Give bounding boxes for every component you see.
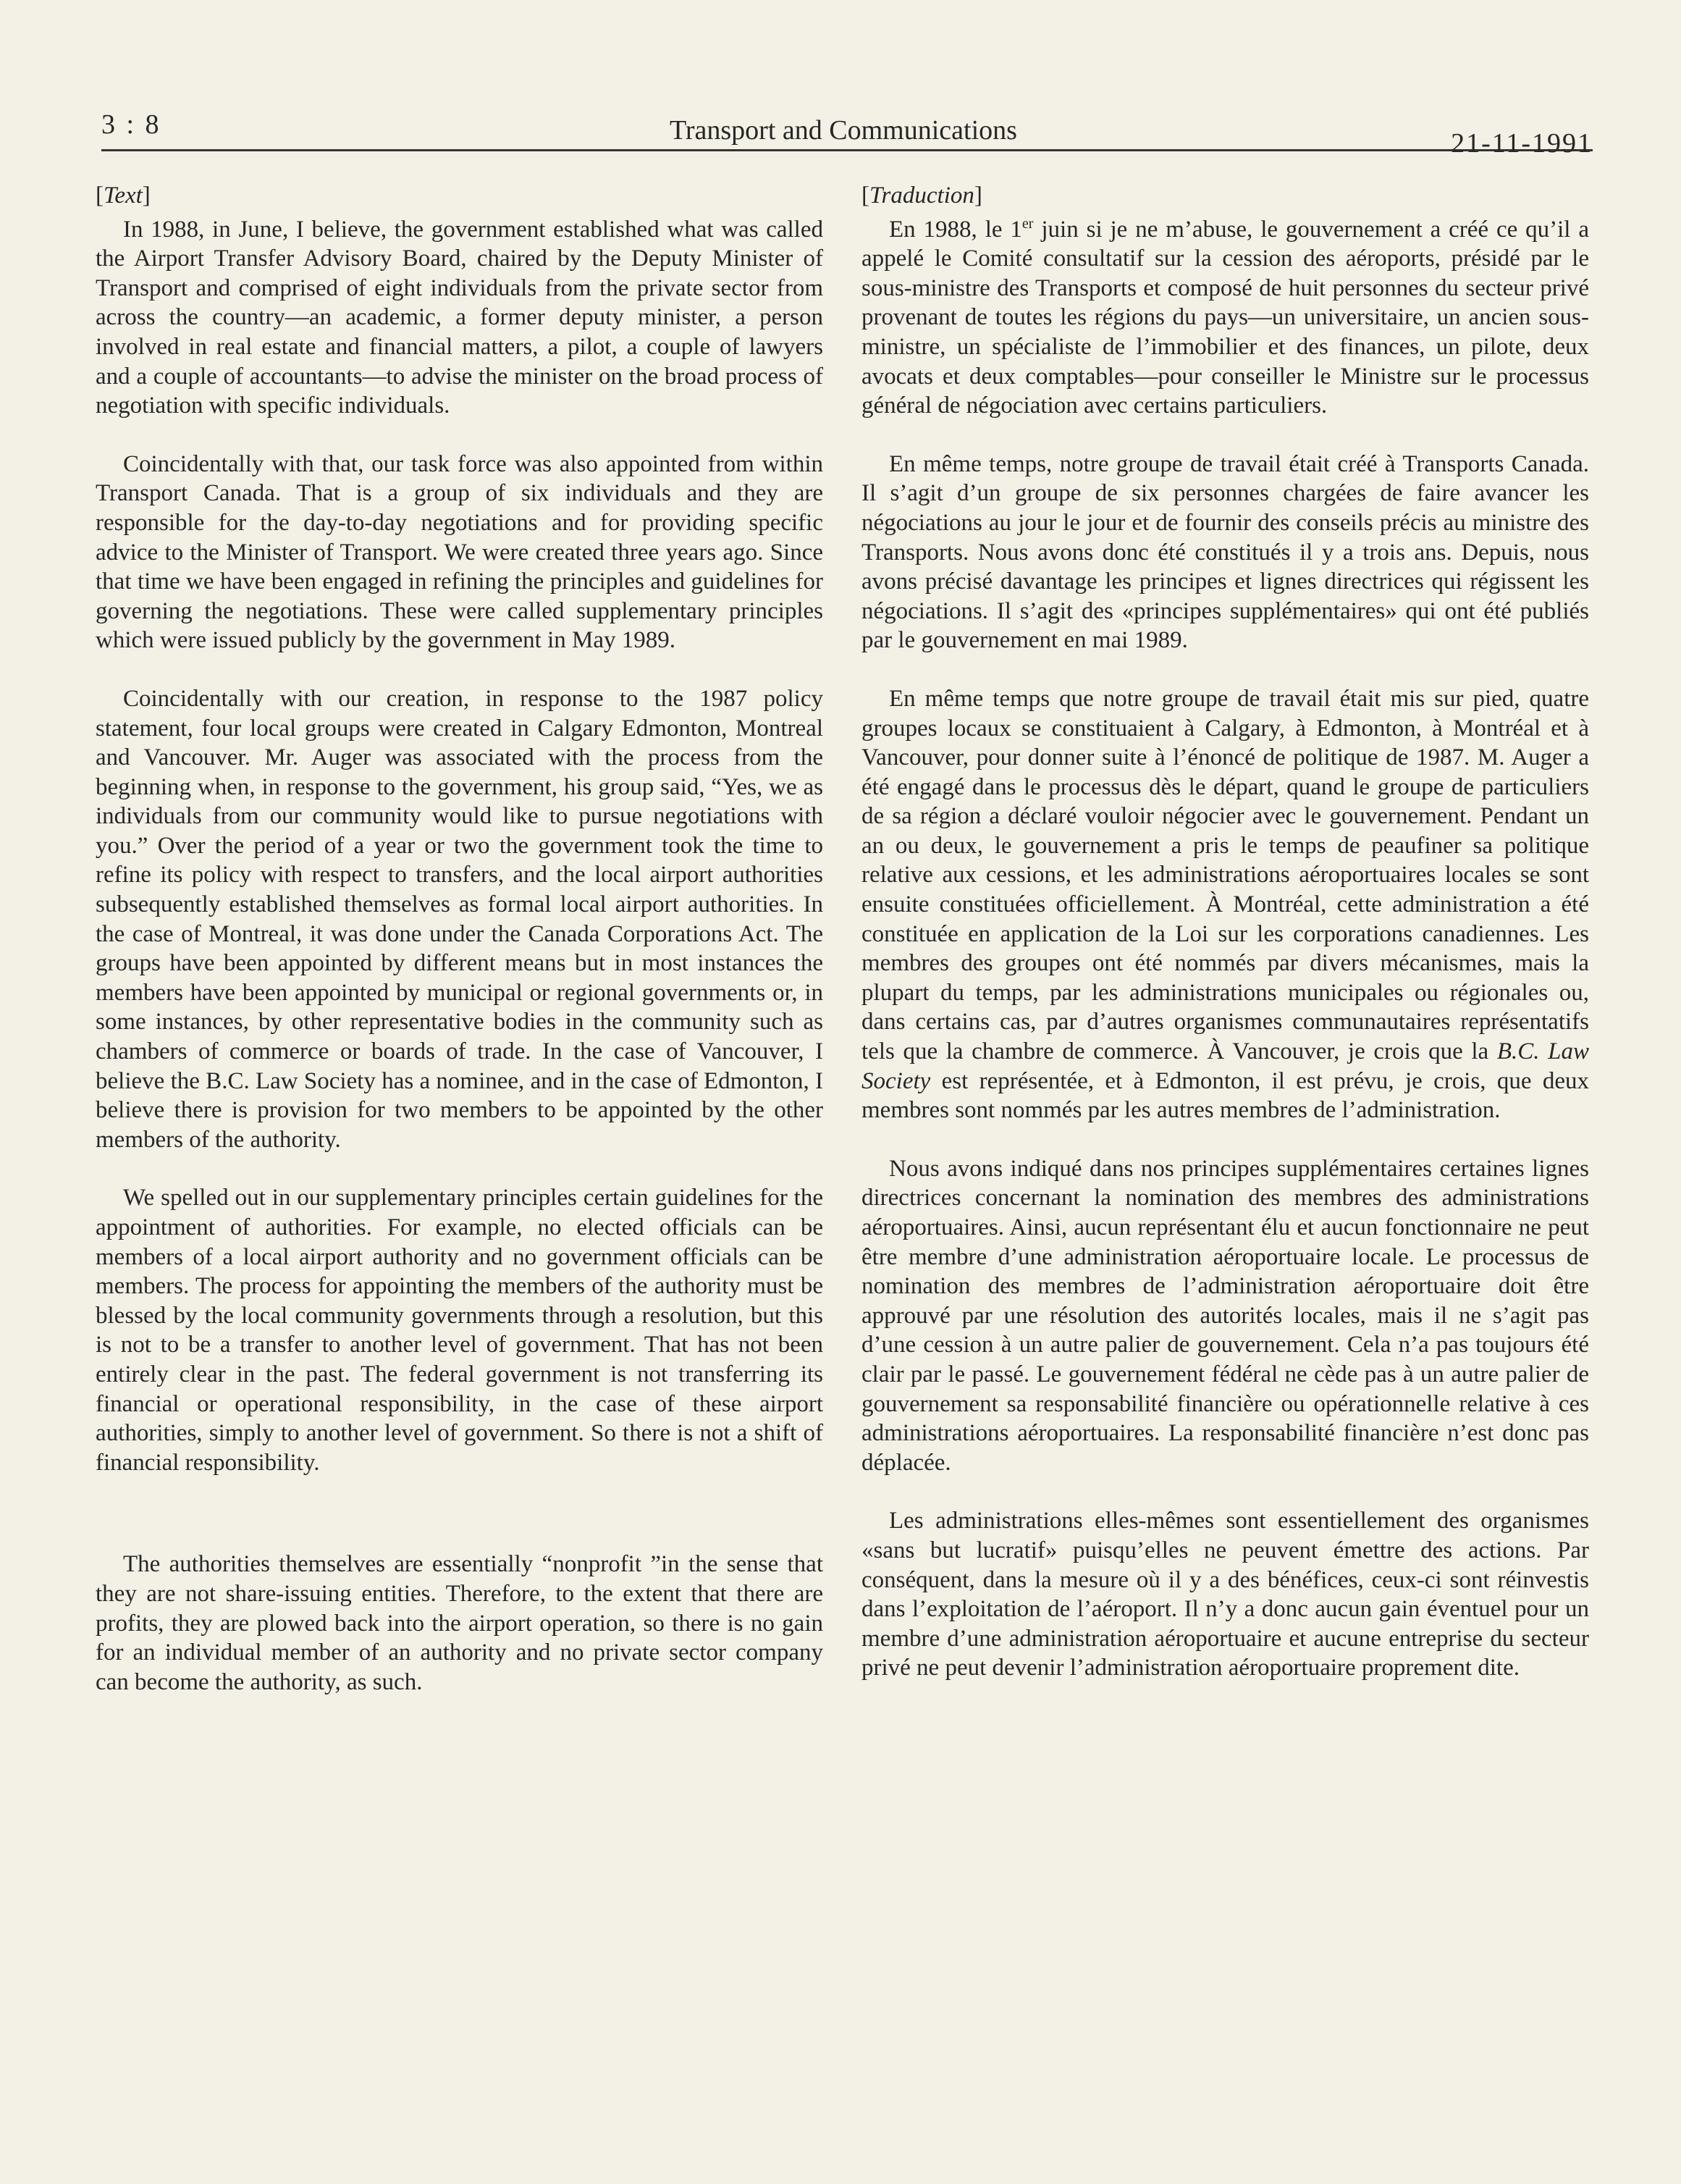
paragraph-1: In 1988, in June, I believe, the government established what was called the Airport Transfer Advisory Board, chaired by the Deputy Minister of Transport and comprised of eight individuals from the private sector from across the country—an academic, a former deputy minister, a person involved in real estate and financial matters, a pilot, a couple of lawyers and a couple of accountants—to advise the minister on the broad process of negotiation with specific individuals. bbox=[96, 216, 823, 419]
paragraph-3: Coincidentally with our creation, in response to the 1987 policy statement, four local groups were created in Calgary Edmonton, Montreal and Vancouver. Mr. Auger was associated with the process from the beginning when, in response to the government, his group said, “Yes, we as individuals from our community would like to pursue negotiations with you.” Over the period of a year or two the government took the time to refine its policy with respect to transfers, and the local airport authorities subsequently established themselves as formal local airport authorities. In the case of Montreal, it was done under the Canada Corporations Act. The groups have been appointed by different means but in most instances the members have been appointed by municipal or regional governments or, in some instances, by other representative bodies in the community such as chambers of commerce or boards of trade. In the case of Vancouver, I believe the B.C. Law Society has a nominee, and in the case of Edmonton, I believe there is provision for two members to be appointed by the other members of the authority. bbox=[96, 685, 823, 1153]
paragraph-1: En 1988, le 1er juin si je ne m’abuse, le gouvernement a créé ce qu’il a appelé le Comité consultatif sur la cession des aéroports, présidé par le sous-ministre des Transports et composé de huit personnes du secteur privé provenant de toutes les régions du pays—un universitaire, un ancien sous-ministre, un spécialiste de l’immobilier et des finances, un pilote, deux avocats et deux comptables—pour conseiller le Ministre sur le processus général de négociation avec certains particuliers. bbox=[861, 215, 1589, 419]
paragraph-4: We spelled out in our supplementary principles certain guidelines for the appointment of authorities. For example, no elected officials can be members of a local airport authority and no government officials can be members. The process for appointing the members of the authority must be blessed by the local community governments through a resolution, but this is not to be a transfer to another level of government. That has not been entirely clear in the past. The federal government is not transferring its financial or operational responsibility, in the case of these airport authorities, simply to another level of government. So there is not a shift of financial responsibility. bbox=[96, 1185, 823, 1476]
page-number: 3 : 8 bbox=[101, 109, 161, 140]
running-title: Transport and Communications bbox=[670, 115, 1017, 146]
paragraph-2: En même temps, notre groupe de travail était créé à Transports Canada. Il s’agit d’un groupe de six personnes chargées de faire avancer les négociations au jour le jour et de fournir des conseils précis au ministre des Transports. Nous avons donc été constitués il y a trois ans. Depuis, nous avons précisé davantage les principes et lignes directrices qui régissent les négociations. Il s’agit des «principes supplémentaires» qui ont été publiés par le gouvernement en mai 1989. bbox=[861, 450, 1589, 654]
header-date: 21-11-1991 bbox=[1451, 128, 1593, 159]
running-header bbox=[101, 109, 1593, 159]
paragraph-2: Coincidentally with that, our task force was also appointed from within Transport Canada. That is a group of six individuals and they are responsible for the day-to-day negotiations and for providing specific advice to the Minister of Transport. We were created three years ago. Since that time we have been engaged in refining the principles and guidelines for governing the negotiations. These were called supplementary principles which were issued publicly by the government in May 1989. bbox=[96, 450, 823, 654]
french-column bbox=[861, 181, 1589, 1712]
english-column bbox=[96, 181, 823, 1726]
text-label: [Text] bbox=[96, 182, 151, 209]
traduction-label: [Traduction] bbox=[861, 182, 982, 209]
paragraph-4: Nous avons indiqué dans nos principes supplémentaires certaines lignes directrices concernant la nomination des membres des administrations aéroportuaires. Ainsi, aucun représentant élu et aucun fonctionnaire ne peut être membre d’une administration aéroportuaire locale. Le processus de nomination des membres de l’administration aéroportuaire doit être approuvé par une résolution des autorités locales, mais il ne s’agit pas d’une cession à un autre palier de gouvernement. Cela n’a pas toujours été clair par le passé. Le gouvernement fédéral ne cède pas à un autre palier de gouvernement sa responsabilité financière ou opérationnelle relative à ces administrations aéroportuaires. La responsabilité financière n’est donc pas déplacée. bbox=[861, 1155, 1589, 1476]
paragraph-5: The authorities themselves are essentially “nonprofit ”in the sense that they are not share-issuing entities. Therefore, to the extent that there are profits, they are plowed back into the airport operation, so there is no gain for an individual member of an authority and no private sector company can become the authority, as such. bbox=[96, 1551, 823, 1695]
paragraph-3: En même temps que notre groupe de travail était mis sur pied, quatre groupes locaux se constituaient à Calgary, à Edmonton, à Montréal et à Vancouver, pour donner suite à l’énoncé de politique de 1987. M. Auger a été engagé dans le processus dès le départ, quand le groupe de particuliers de sa région a déclaré vouloir négocier avec le gouvernement. Pendant un an ou deux, le gouvernement a pris le temps de peaufiner sa politique relative aux cessions, et les administrations aéroportuaires locales se sont ensuite constituées officiellement. À Montréal, cette administration a été constituée en application de la Loi sur les corporations canadiennes. Les membres des groupes ont été nommés par divers mécanismes, mais la plupart du temps, par les administrations municipales ou régionales ou, dans certains cas, par d’autres organismes communautaires représentatifs tels que la chambre de commerce. À Vancouver, je crois que la B.C. Law Society est représentée, et à Edmonton, il est prévu, je crois, que deux membres sont nommés par les autres membres de l’administration. bbox=[861, 685, 1589, 1124]
paragraph-5: Les administrations elles-mêmes sont essentiellement des organismes «sans but lucratif» puisqu’elles ne peuvent émettre des actions. Par conséquent, dans la mesure où il y a des bénéfices, ceux-ci sont réinvestis dans l’exploitation de l’aéroport. Il n’y a donc aucun gain éventuel pour un membre d’une administration aéroportuaire et aucune entreprise du secteur privé ne peut devenir l’administration aéroportuaire proprement dite. bbox=[861, 1508, 1589, 1681]
